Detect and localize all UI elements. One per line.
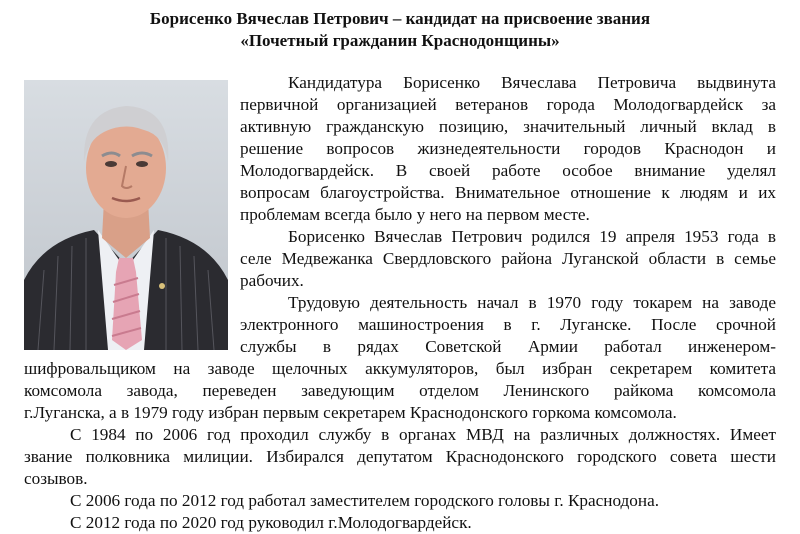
title-line-2: «Почетный гражданин Краснодонщины» [240, 31, 560, 50]
text-line: активную гражданскую позицию, значительный личный вклад в [240, 117, 776, 136]
text-line: шифровальщиком на заводе щелочных аккумуляторов, был избран секретарем комитета [24, 359, 776, 378]
portrait-photo [24, 80, 228, 350]
title-line-1: Борисенко Вячеслав Петрович – кандидат на присвоение звания [149, 9, 651, 28]
text-line: службы в рядах Советской Армии работал инженером- [240, 337, 776, 356]
text-line: С 1984 по 2006 год проходил службу в органах МВД на различных должностях. Имеет [70, 425, 776, 444]
text-line: Кандидатура Борисенко Вячеслава Петровича выдвинута [288, 73, 776, 92]
text-line: С 2006 года по 2012 год работал заместителем городского головы г. Краснодона. [70, 491, 660, 510]
text-line: проблемам всегда было у него на первом месте. [240, 205, 590, 224]
text-line: Борисенко Вячеслав Петрович родился 19 апреля 1953 года в [288, 227, 776, 246]
text-line: решение вопросов жизнедеятельности городов Краснодон и [240, 139, 776, 158]
text-line: комсомола завода, переведен заведующим отделом Ленинского райкома комсомола [24, 381, 776, 400]
text-line: С 2012 года по 2020 год руководил г.Молодогвардейск. [70, 513, 472, 532]
text-line: вопросам благоустройства. Внимательное отношение к людям и их [240, 183, 776, 202]
portrait-illustration [24, 80, 228, 350]
text-line: звание полковника милиции. Избирался депутатом Краснодонского городского совета шести [24, 447, 776, 466]
text-line: г.Луганска, а в 1979 году избран первым секретарем Краснодонского горкома комсомола. [24, 403, 677, 422]
text-line: созывов. [24, 469, 88, 488]
document-title [0, 8, 800, 52]
text-line: Трудовую деятельность начал в 1970 году токарем на заводе [288, 293, 776, 312]
text-line: первичной организацией ветеранов города Молодогвардейск за [240, 95, 776, 114]
text-line: Молодогвардейск. В своей работе особое внимание уделял [240, 161, 776, 180]
text-line: селе Медвежанка Свердловского района Луганской области в семье [240, 249, 776, 268]
text-line: электронного машиностроения в г. Луганске. После срочной [240, 315, 776, 334]
text-line: рабочих. [240, 271, 304, 290]
